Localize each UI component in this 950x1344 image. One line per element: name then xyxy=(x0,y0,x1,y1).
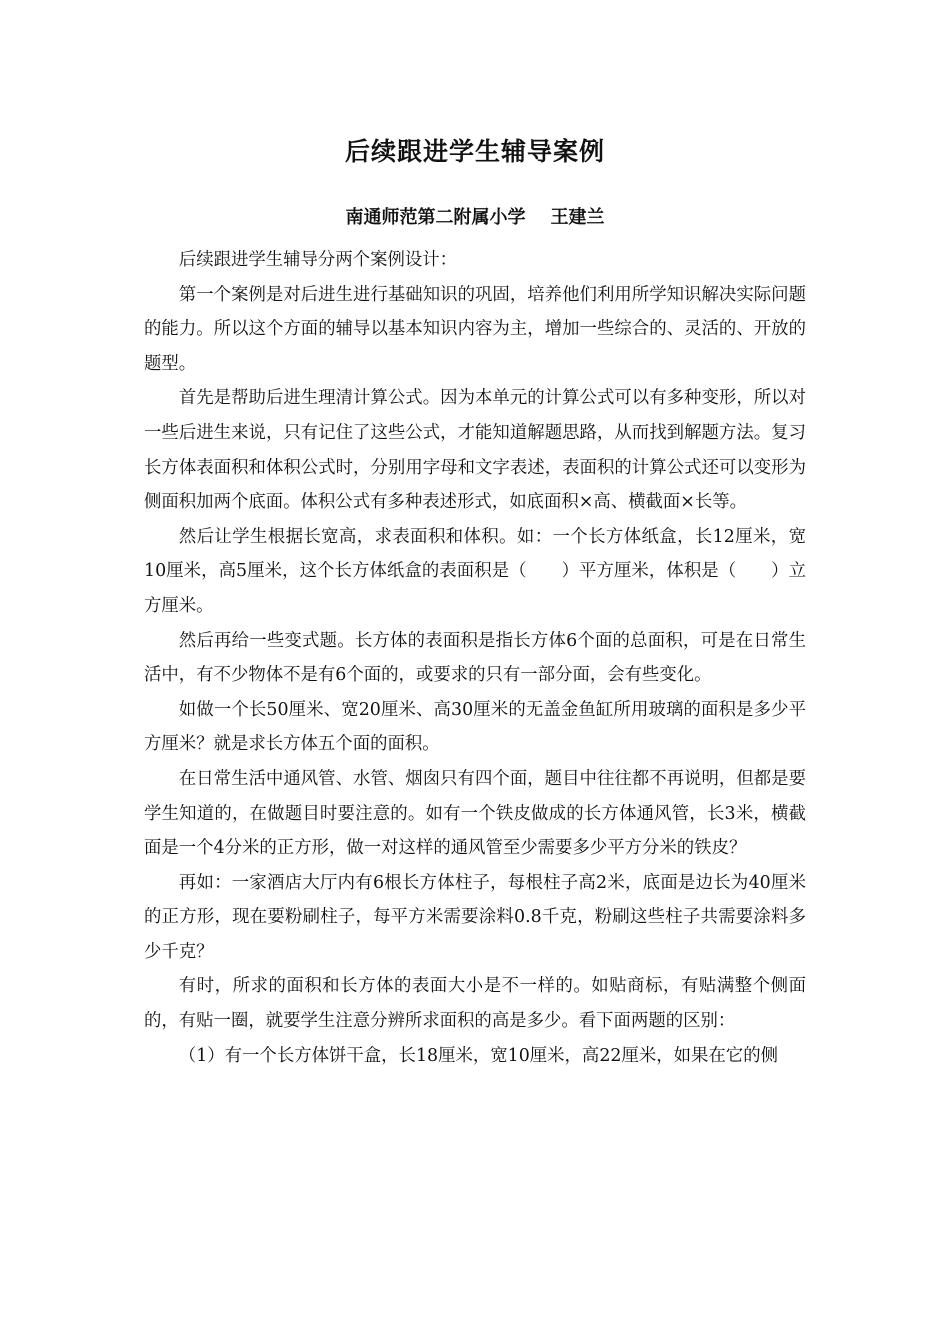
document-title: 后续跟进学生辅导案例 xyxy=(344,137,605,166)
paragraph: 然后让学生根据长宽高，求表面积和体积。如：一个长方体纸盒，长12厘米，宽10厘米，高5厘米，这个长方体纸盒的表面积是（ ）平方厘米，体积是（ ）立方厘米。 xyxy=(144,526,806,616)
paragraph: 如做一个长50厘米、宽20厘米、高30厘米的无盖金鱼缸所用玻璃的面积是多少平方厘米？就是求长方体五个面的面积。 xyxy=(144,699,806,755)
paragraph: 再如：一家酒店大厅内有6根长方体柱子，每根柱子高2米，底面是边长为40厘米的正方形，现在要粉刷柱子，每平方米需要涂料0.8千克，粉刷这些柱子共需要涂料多少千克？ xyxy=(144,872,806,962)
document-body xyxy=(144,243,806,1073)
paragraph: 后续跟进学生辅导分两个案例设计： xyxy=(178,250,458,270)
paragraph: 第一个案例是对后进生进行基础知识的巩固，培养他们利用所学知识解决实际问题的能力。所以这个方面的辅导以基本知识内容为主，增加一些综合的、灵活的、开放的题型。 xyxy=(144,284,806,374)
paragraph: 在日常生活中通风管、水管、烟囱只有四个面，题目中往往都不再说明，但都是要学生知道的，在做题目时要注意的。如有一个铁皮做成的长方体通风管，长3米，横截面是一个4分米的正方形，做一对这样的通风管至少需要多少平方分米的铁皮？ xyxy=(144,768,806,859)
paragraph: （1）有一个长方体饼干盒，长18厘米，宽10厘米，高22厘米，如果在它的侧 xyxy=(178,1045,778,1066)
paragraph: 首先是帮助后进生理清计算公式。因为本单元的计算公式可以有多种变形，所以对一些后进生来说，只有记住了这些公式，才能知道解题思路，从而找到解题方法。复习长方体表面积和体积公式时，分别用字母和文字表述，表面积的计算公式还可以变形为侧面积加两个底面。体积公式有多种表述形式，如底面积×高、横截面×长等。 xyxy=(144,388,806,513)
paragraph: 有时，所求的面积和长方体的表面大小是不一样的。如贴商标，有贴满整个侧面的，有贴一圈，就要学生注意分辨所求面积的高是多少。看下面两题的区别： xyxy=(144,976,806,1032)
author-line: 南通师范第二附属小学 王建兰 xyxy=(345,207,605,228)
paragraph: 然后再给一些变式题。长方体的表面积是指长方体6个面的总面积，可是在日常生活中，有不少物体不是有6个面的，或要求的只有一部分面，会有些变化。 xyxy=(144,630,806,686)
